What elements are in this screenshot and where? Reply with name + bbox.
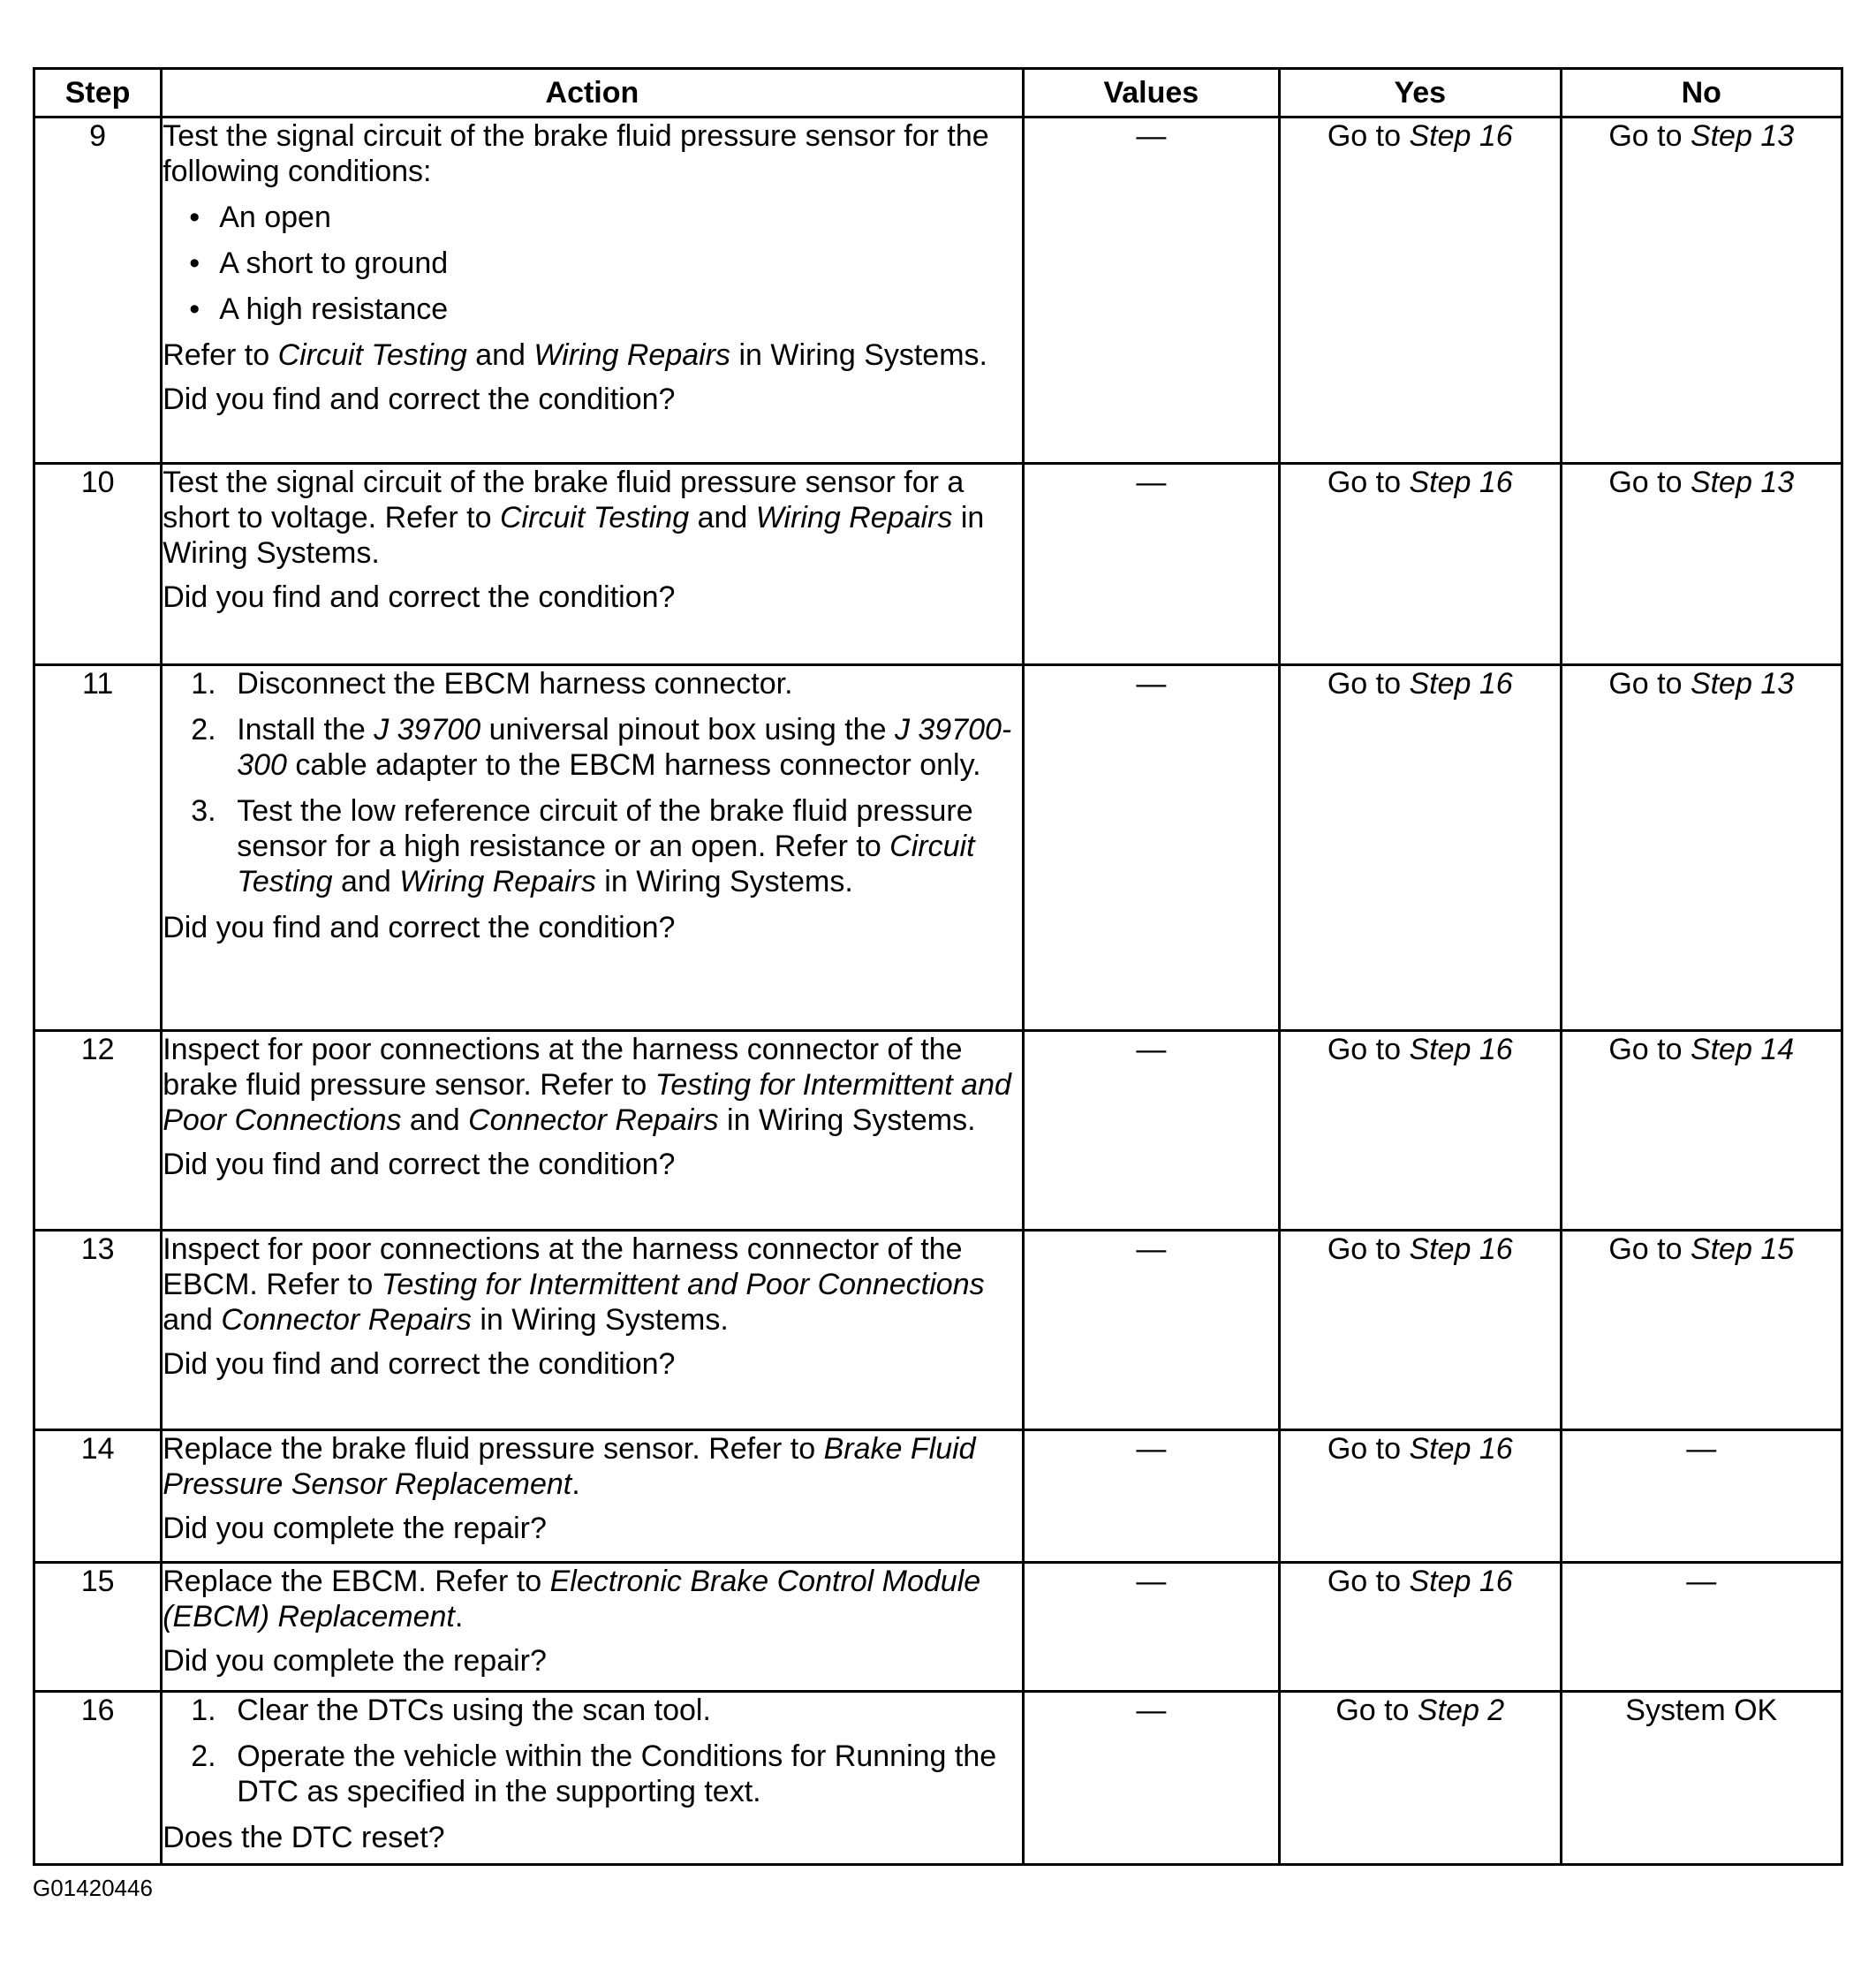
- step-number: 9: [34, 117, 162, 464]
- reference-link: Testing for Intermittent and Poor Connections: [163, 1068, 1011, 1137]
- action-question: Did you find and correct the condition?: [163, 911, 676, 944]
- reference-link: Circuit Testing: [277, 338, 467, 372]
- header-row: [34, 69, 1842, 117]
- no-cell: Go to Step 13: [1561, 464, 1842, 665]
- action-cell: [162, 1563, 1023, 1692]
- step-number: 11: [34, 665, 162, 1031]
- no-cell: Go to Step 14: [1561, 1031, 1842, 1231]
- no-cell: —: [1561, 1430, 1842, 1563]
- action-question: Did you find and correct the condition?: [163, 580, 676, 614]
- yes-cell: Go to Step 2: [1280, 1692, 1561, 1865]
- list-item: 1. Disconnect the EBCM harness connector.: [191, 667, 793, 701]
- action-question: Did you complete the repair?: [163, 1512, 547, 1545]
- reference-link: Circuit Testing: [237, 830, 975, 898]
- tool-name: J 39700: [374, 713, 481, 747]
- action-question: Does the DTC reset?: [163, 1821, 445, 1854]
- table-row: [34, 1430, 1842, 1563]
- no-cell: Go to Step 15: [1561, 1231, 1842, 1430]
- diagnostic-table-container: [33, 67, 1843, 1866]
- step-link: Step 16: [1409, 119, 1513, 153]
- action-intro: Test the signal circuit of the brake fluid pressure sensor for the following conditions:: [163, 119, 989, 188]
- yes-cell: Go to Step 16: [1280, 1430, 1561, 1563]
- action-cell: [162, 117, 1023, 464]
- action-cell: [162, 464, 1023, 665]
- action-cell: [162, 1430, 1023, 1563]
- tool-name: J 39700-300: [237, 713, 1012, 782]
- table-row: [34, 464, 1842, 665]
- reference-link: Testing for Intermittent and Poor Connections: [381, 1268, 985, 1301]
- action-cell: [162, 1231, 1023, 1430]
- values-cell: —: [1023, 464, 1279, 665]
- step-link: Step 16: [1409, 1232, 1513, 1266]
- step-link: Step 16: [1409, 1432, 1513, 1466]
- step-link: Step 13: [1690, 667, 1795, 701]
- step-link: Step 13: [1690, 466, 1795, 499]
- values-cell: —: [1023, 1692, 1279, 1865]
- table-row: [34, 1563, 1842, 1692]
- no-cell: —: [1561, 1563, 1842, 1692]
- header-yes: Yes: [1280, 69, 1561, 117]
- reference-link: Wiring Repairs: [755, 501, 953, 534]
- action-question: Did you find and correct the condition?: [163, 1148, 676, 1181]
- reference-link: Connector Repairs: [468, 1103, 719, 1137]
- step-number: 13: [34, 1231, 162, 1430]
- step-link: Step 13: [1690, 119, 1795, 153]
- action-question: Did you find and correct the condition?: [163, 1347, 676, 1381]
- list-item: 2. Install the J 39700 universal pinout box using the J 39700-300 cable adapter to the EBCM harness connector only.: [191, 713, 1012, 782]
- list-item: • An open: [189, 200, 1021, 235]
- action-cell: [162, 1031, 1023, 1231]
- action-cell: [162, 665, 1023, 1031]
- reference-text: Refer to Circuit Testing and Wiring Repairs in Wiring Systems.: [163, 338, 987, 372]
- action-text: Replace the brake fluid pressure sensor. Refer to Brake Fluid Pressure Sensor Replacement.: [163, 1432, 976, 1501]
- values-cell: —: [1023, 1430, 1279, 1563]
- no-cell: Go to Step 13: [1561, 117, 1842, 464]
- reference-link: Connector Repairs: [221, 1303, 472, 1337]
- step-link: Step 14: [1690, 1033, 1795, 1066]
- header-no: No: [1561, 69, 1842, 117]
- table-row: [34, 665, 1842, 1031]
- list-item: • A short to ground: [189, 246, 1021, 281]
- figure-id: G01420446: [33, 1875, 153, 1901]
- step-link: Step 2: [1417, 1694, 1505, 1727]
- step-link: Step 16: [1409, 466, 1513, 499]
- yes-cell: Go to Step 16: [1280, 1563, 1561, 1692]
- values-cell: —: [1023, 1563, 1279, 1692]
- action-text: Inspect for poor connections at the harness connector of the EBCM. Refer to Testing for Intermittent and Poor Connections and Connector Repairs in Wiring Systems.: [163, 1232, 985, 1337]
- action-question: Did you complete the repair?: [163, 1644, 547, 1678]
- action-text: Replace the EBCM. Refer to Electronic Brake Control Module (EBCM) Replacement.: [163, 1565, 981, 1633]
- list-item: • A high resistance: [189, 292, 1021, 327]
- yes-cell: Go to Step 16: [1280, 117, 1561, 464]
- table-row: [34, 1692, 1842, 1865]
- step-number: 16: [34, 1692, 162, 1865]
- header-values: Values: [1023, 69, 1279, 117]
- step-link: Step 16: [1409, 667, 1513, 701]
- no-cell: Go to Step 13: [1561, 665, 1842, 1031]
- values-cell: —: [1023, 117, 1279, 464]
- reference-link: Electronic Brake Control Module (EBCM) Replacement: [163, 1565, 981, 1633]
- list-item: 2. Operate the vehicle within the Conditions for Running the DTC as specified in the supporting text.: [191, 1739, 997, 1808]
- values-cell: —: [1023, 665, 1279, 1031]
- table-row: [34, 1231, 1842, 1430]
- values-cell: —: [1023, 1231, 1279, 1430]
- action-question: Did you find and correct the condition?: [163, 383, 676, 416]
- reference-link: Wiring Repairs: [399, 865, 596, 898]
- step-link: Step 16: [1409, 1033, 1513, 1066]
- step-number: 10: [34, 464, 162, 665]
- header-action: Action: [162, 69, 1023, 117]
- no-cell: System OK: [1561, 1692, 1842, 1865]
- step-number: 12: [34, 1031, 162, 1231]
- step-link: Step 15: [1690, 1232, 1795, 1266]
- action-text: Inspect for poor connections at the harness connector of the brake fluid pressure sensor. Refer to Testing for Intermittent and Poor Connections and Connector Repairs in Wiring Systems.: [163, 1033, 1011, 1137]
- yes-cell: Go to Step 16: [1280, 1031, 1561, 1231]
- action-cell: [162, 1692, 1023, 1865]
- table-row: [34, 1031, 1842, 1231]
- condition-list: [163, 200, 1021, 327]
- procedure-list: [163, 1693, 1021, 1809]
- step-number: 14: [34, 1430, 162, 1563]
- yes-cell: Go to Step 16: [1280, 1231, 1561, 1430]
- reference-link: Wiring Repairs: [533, 338, 731, 372]
- table-row: [34, 117, 1842, 464]
- procedure-list: [163, 666, 1021, 899]
- header-step: Step: [34, 69, 162, 117]
- yes-cell: Go to Step 16: [1280, 665, 1561, 1031]
- list-item: 1. Clear the DTCs using the scan tool.: [191, 1694, 711, 1727]
- yes-cell: Go to Step 16: [1280, 464, 1561, 665]
- action-text: Test the signal circuit of the brake fluid pressure sensor for a short to voltage. Refer to Circuit Testing and Wiring Repairs in Wiring Systems.: [163, 466, 985, 570]
- list-item: 3. Test the low reference circuit of the brake fluid pressure sensor for a high resistance or an open. Refer to Circuit Testing and Wiring Repairs in Wiring Systems.: [191, 794, 975, 898]
- step-link: Step 16: [1409, 1565, 1513, 1598]
- reference-link: Brake Fluid Pressure Sensor Replacement: [163, 1432, 976, 1501]
- reference-link: Circuit Testing: [499, 501, 690, 534]
- step-number: 15: [34, 1563, 162, 1692]
- diagnostic-table: [33, 67, 1843, 1866]
- values-cell: —: [1023, 1031, 1279, 1231]
